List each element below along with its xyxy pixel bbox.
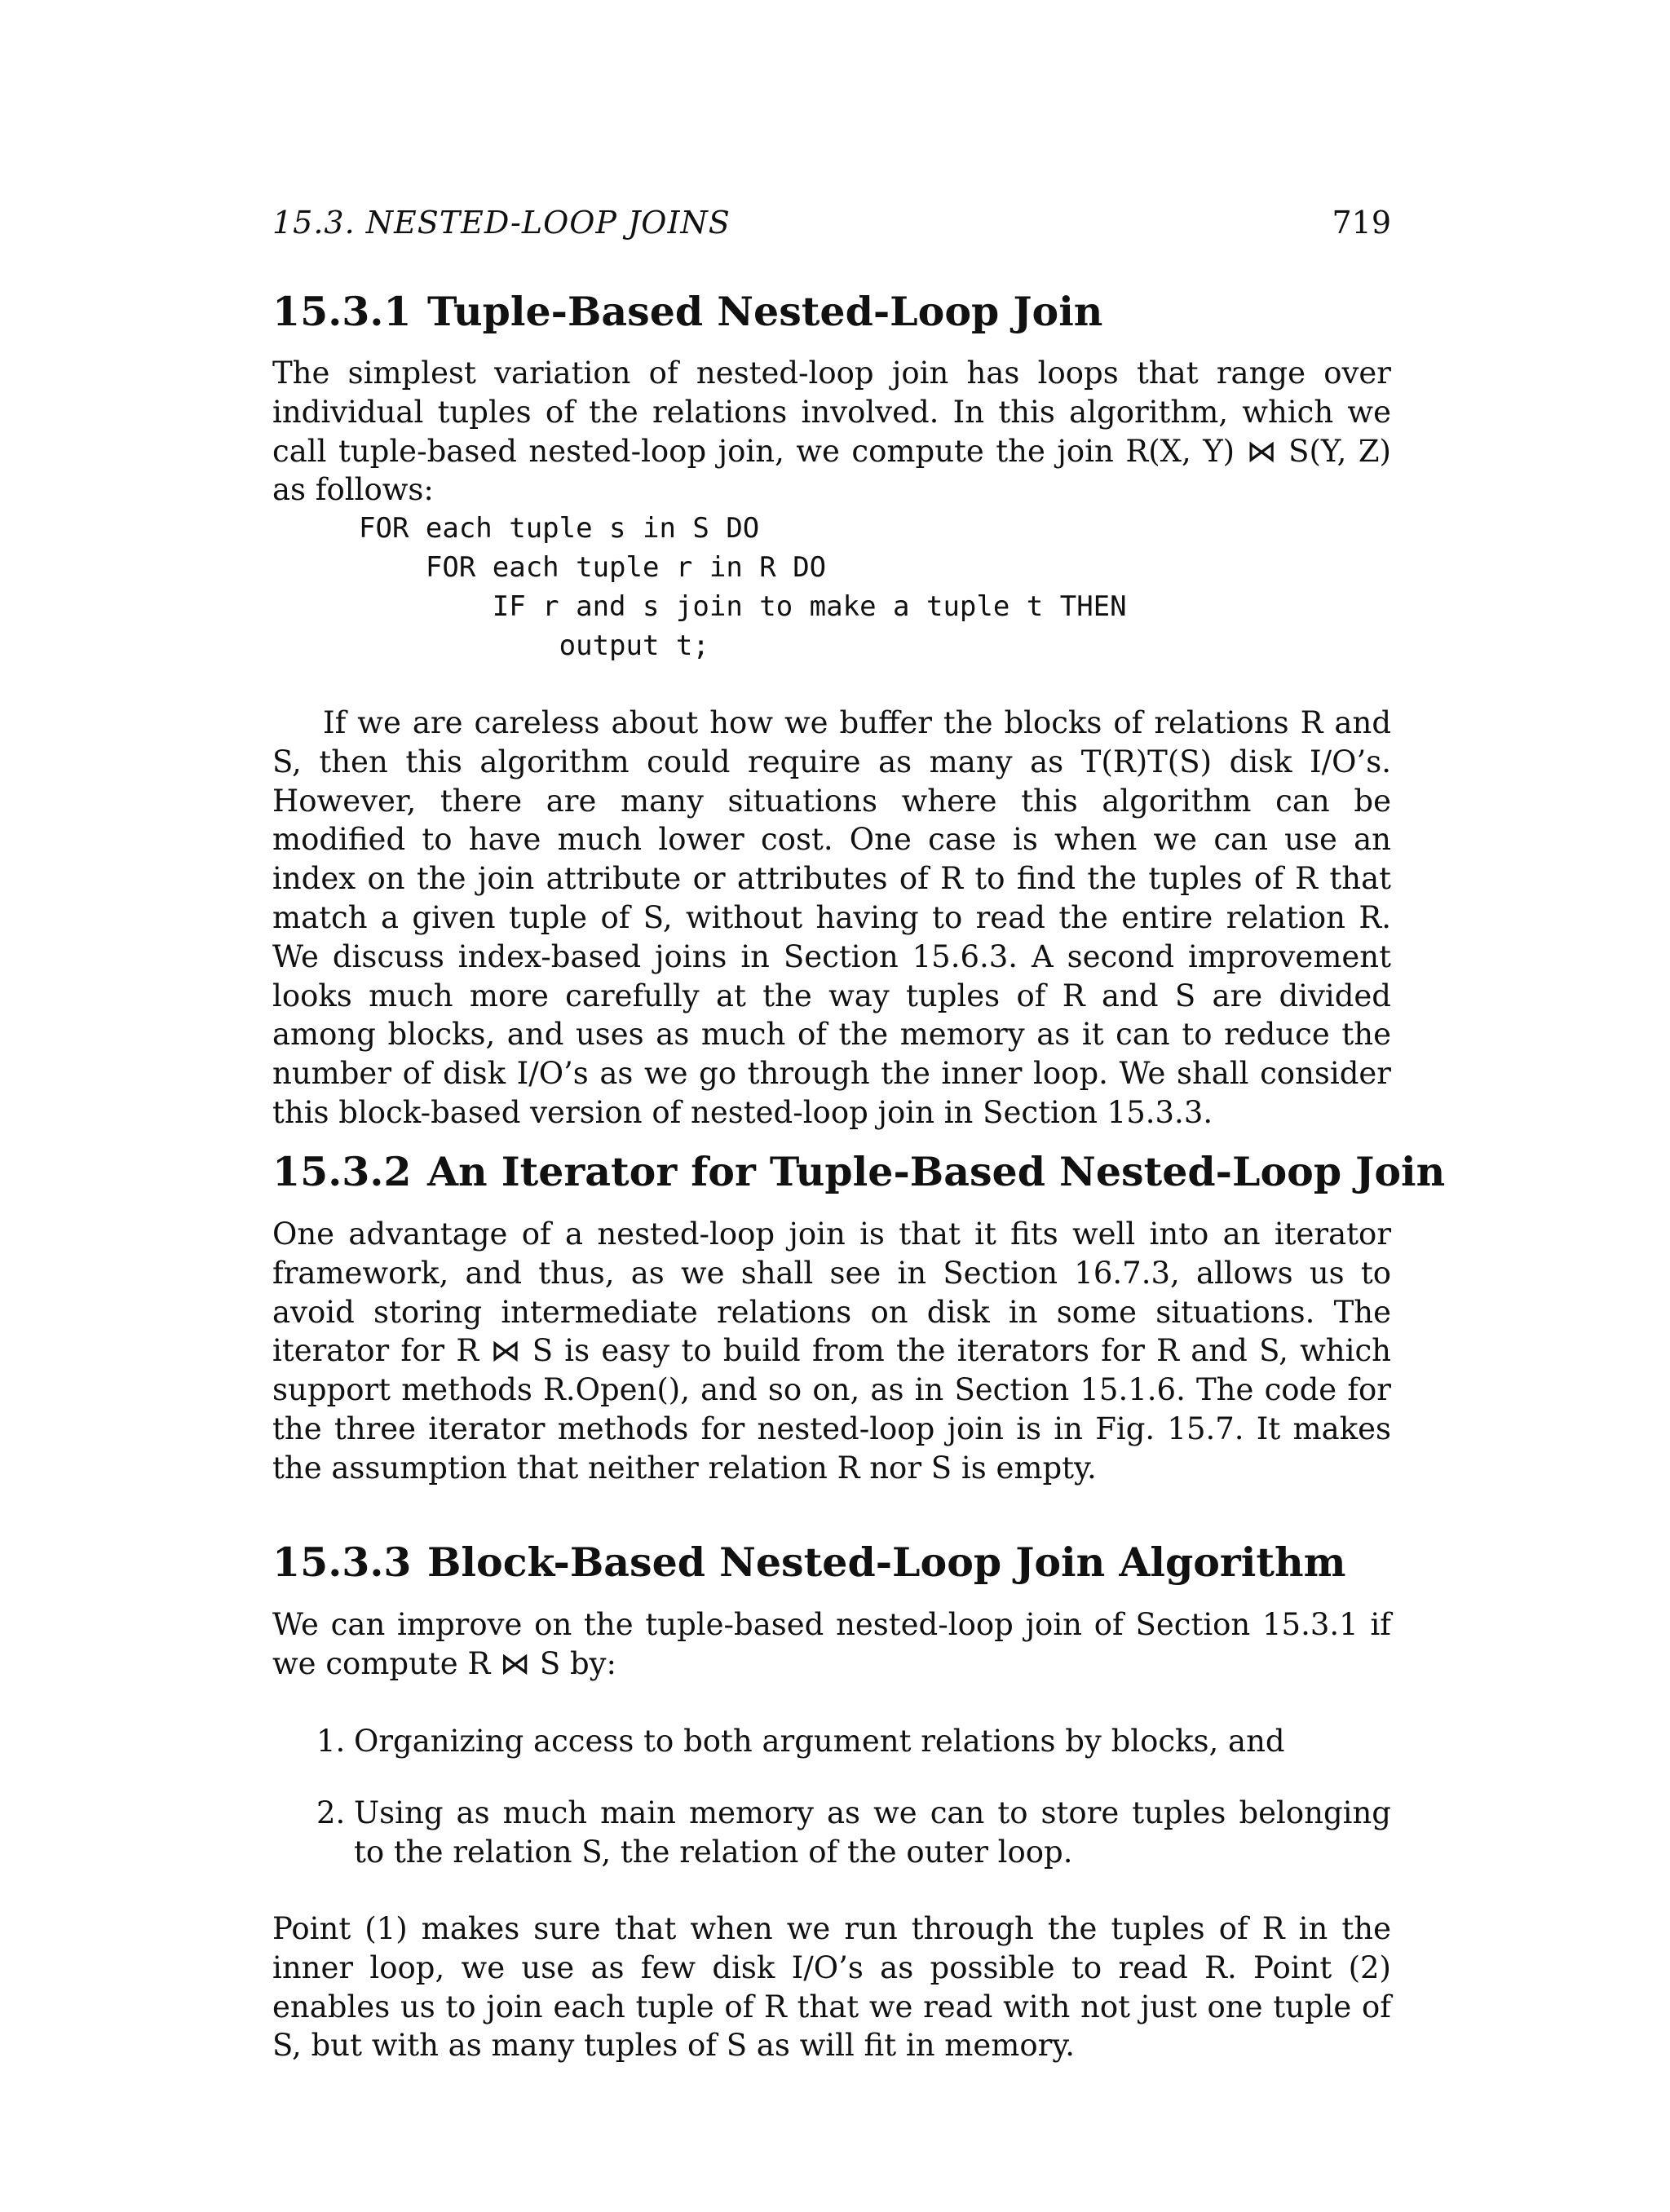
list-item-text: Organizing access to both argument relations by blocks, and xyxy=(354,1724,1285,1759)
intro-paragraph: The simplest variation of nested-loop join has loops that range over individual tuples of the relations involved. In this algorithm, which we call tuple-based nested-loop join, we compute the join R(X, Y) ⋈ S(Y, Z) as follows: xyxy=(272,355,1391,508)
code-line: FOR each tuple r in R DO xyxy=(359,551,827,584)
section-heading-15-3-2 xyxy=(272,1148,1446,1195)
list-item xyxy=(272,1722,1391,1761)
section-title: An Iterator for Tuple-Based Nested-Loop Join xyxy=(427,1148,1446,1195)
section-heading-15-3-3 xyxy=(272,1539,1398,1586)
section-title: Block-Based Nested-Loop Join Algorithm xyxy=(427,1539,1346,1586)
section-heading-15-3-1 xyxy=(272,288,1398,335)
list-marker: 2. xyxy=(316,1795,346,1830)
code-line: output t; xyxy=(359,629,709,662)
body-paragraph: Point (1) makes sure that when we run through the tuples of R in the inner loop, we use as few disk I/O’s as possible to read R. Point (2) enables us to join each tuple of R that we read with not just one tuple of S, but with as many tuples of S as will fit in memory. xyxy=(272,1911,1391,2064)
intro-paragraph: We can improve on the tuple-based nested-loop join of Section 15.3.1 if we compute R ⋈ S by: xyxy=(272,1607,1391,1681)
code-line: IF r and s join to make a tuple t THEN xyxy=(359,590,1127,623)
section-number: 15.3.1 xyxy=(272,288,412,335)
list-item-text: Using as much main memory as we can to store tuples belonging to the relation S, the relation of the outer loop. xyxy=(354,1795,1391,1870)
section-title: Tuple-Based Nested-Loop Join xyxy=(427,288,1103,335)
list-item xyxy=(272,1794,1391,1872)
code-line: FOR each tuple s in S DO xyxy=(359,512,760,545)
page-number: 719 xyxy=(1332,205,1391,241)
list-marker: 1. xyxy=(316,1724,346,1759)
running-head-title: 15.3. NESTED-LOOP JOINS xyxy=(272,205,731,241)
section-number: 15.3.2 xyxy=(272,1148,412,1195)
body-paragraph: One advantage of a nested-loop join is that it fits well into an iterator framework, and thus, as we shall see in Section 16.7.3, allows us to avoid storing intermediate relations on disk in some situations. The iterator for R ⋈ S is easy to build from the iterators for R and S, which support methods R.Open(), and so on, as in Section 15.1.6. The code for the three iterator methods for nested-loop join is in Fig. 15.7. It makes the assumption that neither relation R nor S is empty. xyxy=(272,1216,1391,1486)
running-head xyxy=(272,204,1391,241)
body-paragraph: If we are careless about how we buffer the blocks of relations R and S, then this algorithm could require as many as T(R)T(S) disk I/O’s. However, there are many situations where this algorithm can be modified to have much lower cost. One case is when we can use an index on the join attribute or attributes of R to find the tuples of R that match a given tuple of S, without having to read the entire relation R. We discuss index-based joins in Section 15.6.3. A second improvement looks much more carefully at the way tuples of R and S are divided among blocks, and uses as much of the memory as it can to reduce the number of disk I/O’s as we go through the inner loop. We shall consider this block-based version of nested-loop join in Section 15.3.3. xyxy=(272,705,1391,1130)
pseudocode-block xyxy=(359,509,1127,665)
section-number: 15.3.3 xyxy=(272,1539,412,1586)
numbered-list xyxy=(272,1722,1391,1904)
